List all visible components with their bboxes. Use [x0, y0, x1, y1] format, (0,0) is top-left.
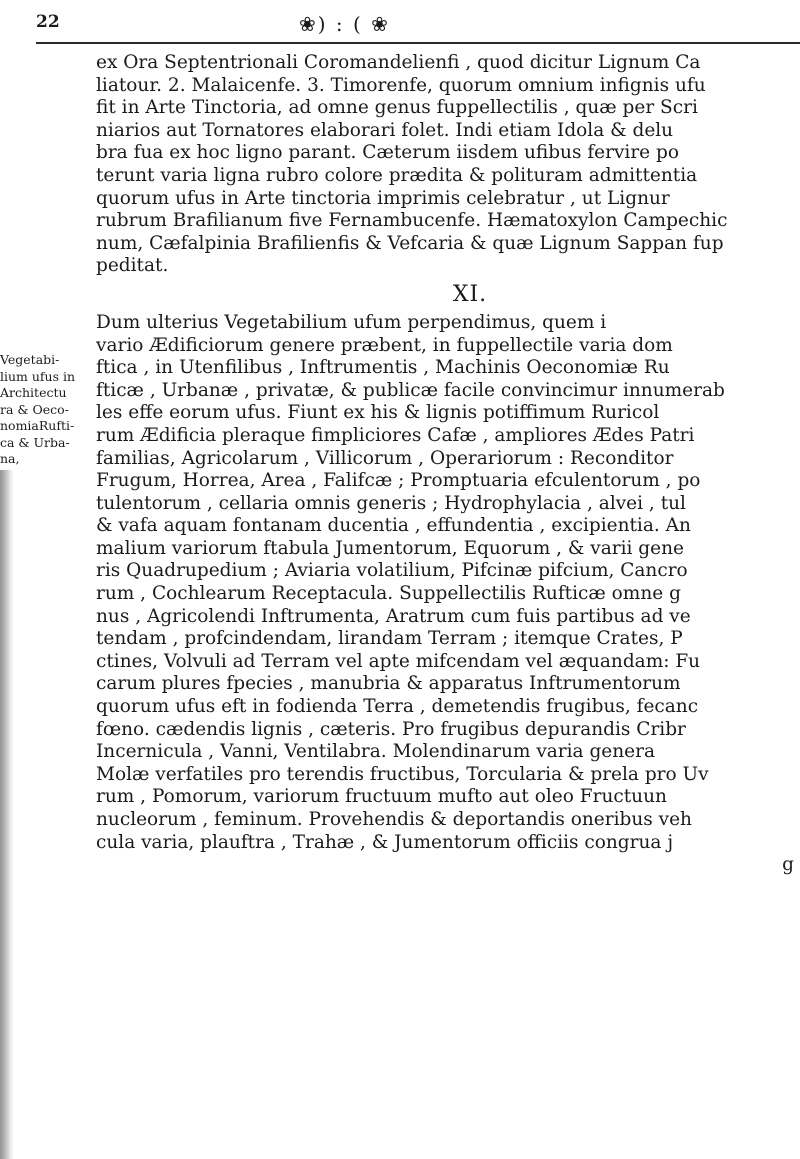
margin-note-line: nomiaRufti-	[0, 418, 75, 433]
section-number: XI.	[452, 281, 488, 307]
main-text	[96, 52, 800, 877]
text-line: malium variorum ftabula Jumentorum, Equorum , & varii gene	[96, 537, 684, 559]
text-line: carum plures fpecies , manubria & apparatus Inftrumentorum	[96, 673, 681, 695]
text-line: familias, Agricolarum , Villicorum , Operariorum : Reconditor	[96, 447, 674, 469]
margin-note-line: Vegetabi-	[0, 352, 60, 367]
text-line: Incernicula , Vanni, Ventilabra. Molendinarum varia genera	[96, 741, 655, 763]
text-line: fœno. cædendis lignis , cæteris. Pro frugibus depurandis Cribr	[96, 718, 686, 740]
text-line: cula varia, plauftra , Trahæ , & Jumentorum officiis congrua j	[96, 831, 674, 853]
catchword: g	[782, 854, 794, 876]
page-header	[36, 8, 800, 44]
text-line: nus , Agricolendi Inftrumenta, Aratrum cum fuis partibus ad ve	[96, 605, 691, 627]
text-line: tendam , profcindendam, lirandam Terram ; itemque Crates, P	[96, 628, 683, 650]
text-line: num, Cæfalpinia Brafilienfis & Vefcaria & quæ Lignum Sappan fup	[96, 232, 724, 254]
text-line: rum , Pomorum, variorum fructuum mufto aut oleo Fructuun	[96, 786, 667, 808]
text-line: peditat.	[96, 255, 169, 277]
scan-edge-shadow	[0, 470, 14, 1159]
text-line: quorum ufus eft in fodienda Terra , demetendis frugibus, fecanc	[96, 696, 699, 718]
margin-note-line: Architectu	[0, 385, 67, 400]
text-line: quorum ufus in Arte tinctoria imprimis celebratur , ut Lignur	[96, 187, 670, 209]
text-line: Frugum, Horrea, Area , Falifcæ ; Promptuaria efculentorum , po	[96, 470, 701, 492]
text-line: ex Ora Septentrionali Coromandelienfi , quod dicitur Lignum Ca	[96, 52, 701, 73]
text-line: liatour. 2. Malaicenfe. 3. Timorenfe, quorum omnium infignis ufu	[96, 74, 706, 96]
text-line: tulentorum , cellaria omnis generis ; Hydrophylacia , alvei , tul	[96, 492, 686, 514]
text-line: fticæ , Urbanæ , privatæ, & publicæ facile convincimur innumerab	[96, 379, 725, 401]
text-line: Dum ulterius Vegetabilium ufum perpendimus, quem i	[96, 311, 607, 333]
text-line: rum Ædificia pleraque fimpliciores Cafæ , ampliores Ædes Patri	[96, 424, 695, 446]
margin-note-line: ca & Urba-	[0, 434, 70, 450]
text-line: bra fua ex hoc ligno parant. Cæterum iisdem ufibus fervire po	[96, 142, 679, 164]
text-line: & vafa aquam fontanam ducentia , effundentia , excipientia. An	[96, 515, 691, 537]
page-number: 22	[36, 12, 60, 32]
text-line: fit in Arte Tinctoria, ad omne genus fuppellectilis , quæ per Scri	[96, 97, 698, 119]
text-line: rubrum Brafilianum five Fernambucenfe. Hæmatoxylon Campechic	[96, 210, 728, 232]
text-line: ftica , in Utenfilibus , Inftrumentis , Machinis Oeconomiæ Ru	[96, 357, 670, 379]
header-rule	[36, 42, 800, 44]
margin-note-line: na,	[0, 451, 20, 466]
text-line: les effe eorum ufus. Fiunt ex his & lignis potiffimum Ruricol	[96, 402, 660, 424]
margin-note-line: lium ufus in	[0, 368, 76, 384]
text-line: niarios aut Tornatores elaborari folet. Indi etiam Idola & delu	[96, 119, 674, 141]
text-line: ctines, Volvuli ad Terram vel apte mifcendam vel æquandam: Fu	[96, 650, 701, 672]
margin-note-line: ra & Oeco-	[0, 401, 69, 417]
text-line: Molæ verfatiles pro terendis fructibus, Torcularia & prela pro Uv	[96, 763, 709, 785]
text-line: rum , Cochlearum Receptacula. Suppellectilis Rufticæ omne g	[96, 583, 681, 605]
header-ornament: ❀) : ( ❀	[299, 12, 390, 36]
text-line: ris Quadrupedium ; Aviaria volatilium, Pifcinæ pifcium, Cancro	[96, 560, 688, 582]
text-line: vario Ædificiorum genere præbent, in fuppellectile varia dom	[96, 334, 673, 356]
text-line: nucleorum , feminum. Provehendis & deportandis oneribus veh	[96, 809, 692, 830]
margin-note	[0, 352, 94, 468]
text-line: terunt varia ligna rubro colore prædita & polituram admittentia	[96, 164, 698, 186]
